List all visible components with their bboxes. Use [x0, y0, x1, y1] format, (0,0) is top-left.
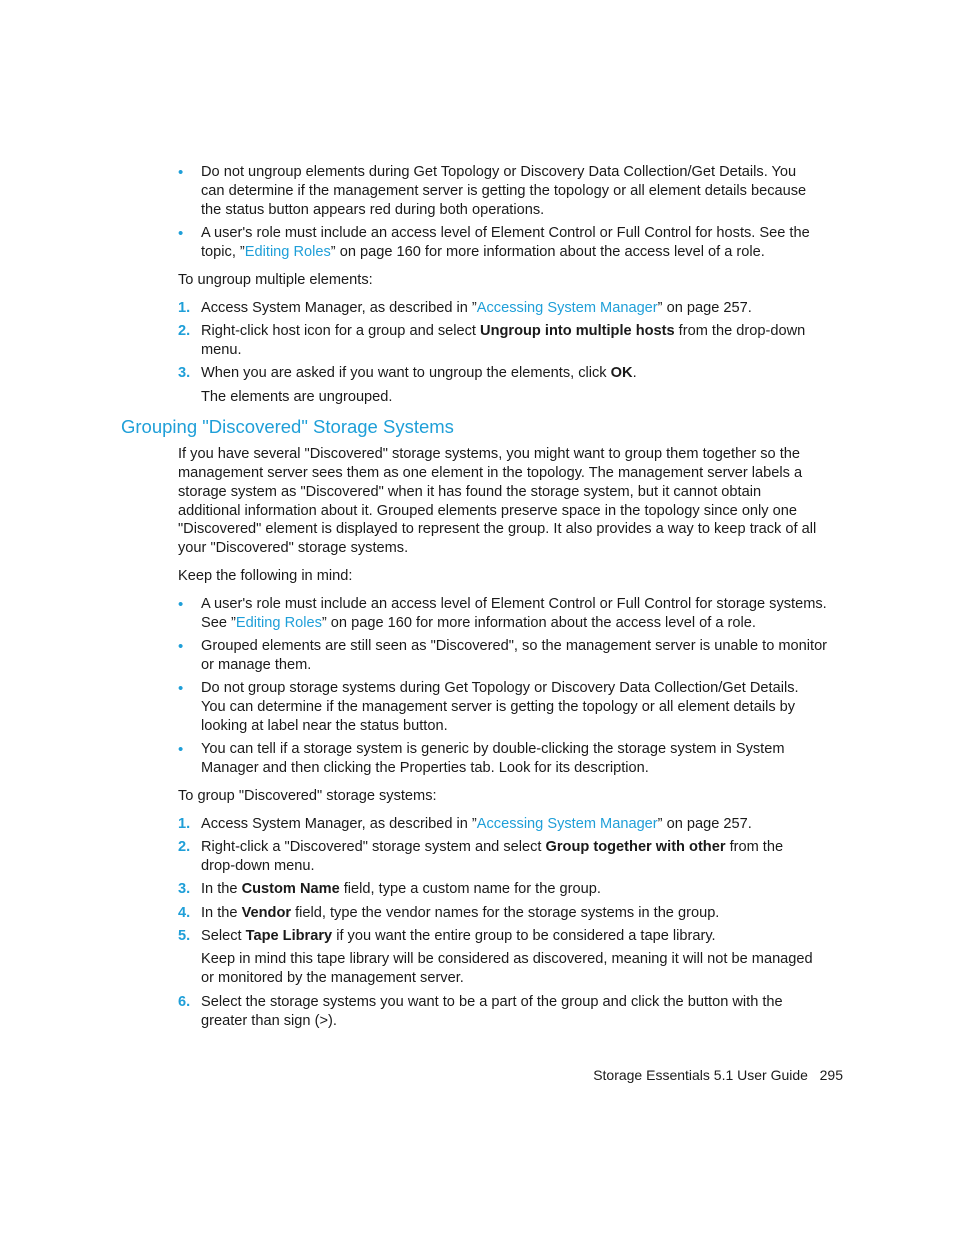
step-text [201, 815, 752, 834]
text-segment: ” on page 160 for more information about the access level of a role. [321, 615, 756, 631]
bullet-marker: • [178, 596, 184, 613]
step-number: 2. [178, 323, 191, 339]
bullet-marker: • [178, 680, 184, 697]
step-text [201, 904, 719, 923]
step-note: Keep in mind this tape library will be considered as discovered, meaning it will not be managed [201, 951, 813, 967]
bullet-text: the status button appears red during both operations. [201, 202, 545, 218]
step-text: drop-down menu. [201, 858, 315, 874]
step-text [201, 322, 805, 341]
step-note: or monitored by the management server. [201, 970, 464, 986]
bullet-text: Do not group storage systems during Get Topology or Discovery Data Collection/Get Details. [201, 680, 799, 696]
step-text [201, 880, 601, 899]
bullet-marker: • [178, 741, 184, 758]
text-segment: from the [725, 839, 784, 855]
text-segment: In the [201, 905, 242, 921]
step-number: 6. [178, 994, 191, 1010]
body-paragraph-line: management server sees them as one element in the topology. The management server labels a [178, 465, 803, 481]
bullet-marker: • [178, 164, 184, 181]
step-number: 5. [178, 928, 191, 944]
text-segment: Right-click a "Discovered" storage system and select [201, 839, 546, 855]
step-number: 3. [178, 365, 191, 381]
ungroup-intro: To ungroup multiple elements: [178, 272, 373, 288]
step-text [201, 838, 783, 857]
ui-term: Custom Name [241, 881, 340, 897]
bullet-text [201, 243, 765, 262]
bullet-text: Do not ungroup elements during Get Topology or Discovery Data Collection/Get Details. You [201, 164, 797, 180]
text-segment: Select [201, 928, 246, 944]
text-segment: if you want the entire group to be considered a tape library. [332, 928, 716, 944]
ui-term: Vendor [241, 905, 292, 921]
step-number: 1. [178, 300, 191, 316]
bullet-text: A user's role must include an access level of Element Control or Full Control for storage systems. [201, 596, 827, 612]
bullet-text: You can determine if the management server is getting the topology or all element details by [201, 699, 796, 715]
step-text: menu. [201, 342, 242, 358]
keep-in-mind: Keep the following in mind: [178, 568, 353, 584]
page-number: 295 [819, 1067, 843, 1083]
group-intro: To group "Discovered" storage systems: [178, 788, 437, 804]
body-paragraph-line: your "Discovered" storage systems. [178, 540, 409, 556]
bullet-marker: • [178, 638, 184, 655]
bullet-text: Grouped elements are still seen as "Discovered", so the management server is unable to monitor [201, 638, 828, 654]
text-segment: . [632, 365, 637, 381]
footer-title: Storage Essentials 5.1 User Guide [593, 1067, 808, 1083]
ui-term: Group together with other [545, 839, 726, 855]
step-number: 1. [178, 816, 191, 832]
text-segment: ” on page 160 for more information about the access level of a role. [330, 244, 765, 260]
ui-term: Tape Library [245, 928, 333, 944]
editing-roles-link[interactable]: Editing Roles [244, 244, 331, 260]
bullet-text: A user's role must include an access level of Element Control or Full Control for hosts. See the [201, 225, 810, 241]
text-segment: Access System Manager, as described in ” [201, 300, 477, 316]
bullet-text: looking at label near the status button. [201, 718, 448, 734]
text-segment: See ” [201, 615, 236, 631]
body-paragraph-line: storage system as "Discovered" when it has found the storage system, but it cannot obtain [178, 484, 762, 500]
text-segment: field, type a custom name for the group. [339, 881, 601, 897]
text-segment: ” on page 257. [657, 300, 752, 316]
step-text: greater than sign (>). [201, 1013, 337, 1029]
bullet-text: or manage them. [201, 657, 312, 673]
ui-term: OK [610, 365, 633, 381]
text-segment: field, type the vendor names for the storage systems in the group. [291, 905, 720, 921]
editing-roles-link[interactable]: Editing Roles [235, 615, 322, 631]
bullet-text [201, 614, 756, 633]
text-segment: Access System Manager, as described in ” [201, 816, 477, 832]
text-segment: topic, ” [201, 244, 245, 260]
text-segment: When you are asked if you want to ungroup the elements, click [201, 365, 611, 381]
step-text: Select the storage systems you want to be a part of the group and click the button with the [201, 994, 783, 1010]
page-footer [593, 1066, 843, 1085]
step-text [201, 364, 637, 383]
accessing-system-manager-link[interactable]: Accessing System Manager [476, 300, 658, 316]
step-result: The elements are ungrouped. [201, 389, 393, 405]
step-number: 3. [178, 881, 191, 897]
step-text [201, 299, 752, 318]
section-heading: Grouping "Discovered" Storage Systems [121, 416, 454, 437]
step-number: 4. [178, 905, 191, 921]
body-paragraph-line: If you have several "Discovered" storage systems, you might want to group them together so the [178, 446, 800, 462]
body-paragraph-line: additional information about it. Grouped elements preserve space in the topology since only one [178, 503, 797, 519]
text-segment: In the [201, 881, 242, 897]
bullet-text: You can tell if a storage system is generic by double-clicking the storage system in System [201, 741, 785, 757]
text-segment: ” on page 257. [657, 816, 752, 832]
body-paragraph-line: "Discovered" element is displayed to represent the group. It also provides a way to keep track of all [178, 521, 817, 537]
bullet-marker: • [178, 225, 184, 242]
bullet-text: can determine if the management server is getting the topology or all element details because [201, 183, 807, 199]
text-segment: Right-click host icon for a group and select [201, 323, 481, 339]
accessing-system-manager-link[interactable]: Accessing System Manager [476, 816, 658, 832]
text-segment: from the drop-down [674, 323, 806, 339]
ui-term: Ungroup into multiple hosts [480, 323, 675, 339]
step-text [201, 927, 716, 946]
step-number: 2. [178, 839, 191, 855]
bullet-text: Manager and then clicking the Properties tab. Look for its description. [201, 760, 649, 776]
